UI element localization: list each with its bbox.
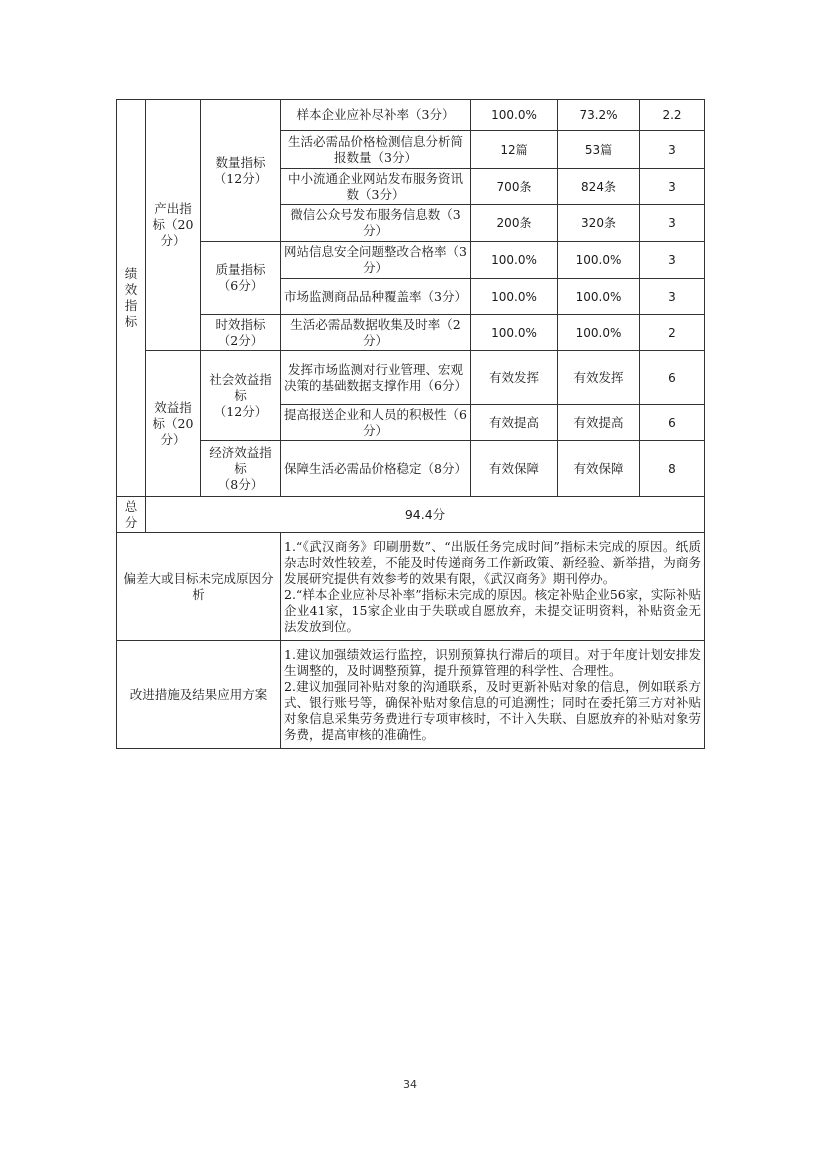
total-value: 94.4分 xyxy=(146,497,705,533)
table-row xyxy=(117,100,705,131)
indicator-name: 样本企业应补尽补率（3分） xyxy=(281,100,471,131)
indicator-name: 发挥市场监测对行业管理、宏观决策的基础数据支撑作用（6分） xyxy=(281,351,471,405)
social-benefit-cell xyxy=(201,351,281,441)
score-value: 2 xyxy=(640,315,705,351)
deviation-row xyxy=(117,533,705,641)
score-value: 3 xyxy=(640,279,705,315)
score-value: 3 xyxy=(640,242,705,279)
table-row xyxy=(117,242,705,279)
actual-value: 100.0% xyxy=(558,279,640,315)
deviation-text xyxy=(281,533,705,641)
score-value: 2.2 xyxy=(640,100,705,131)
improvement-text xyxy=(281,641,705,749)
benefit-indicator-points: （20分） xyxy=(160,415,194,447)
deviation-paragraph: 1.“《武汉商务》印刷册数”、“出版任务完成时间”指标未完成的原因。纸质杂志时效性较差，不能及时传递商务工作新政策、新经验、新举措，为商务发展研究提供有效参考的效果有限，《武汉商务》期刊停办。 xyxy=(284,538,701,586)
group-points: （12分） xyxy=(213,170,268,186)
table-row xyxy=(117,441,705,497)
group-points: （2分） xyxy=(217,332,264,348)
quality-indicator-cell xyxy=(201,242,281,315)
group-points: （6分） xyxy=(217,278,264,293)
target-value: 700条 xyxy=(471,169,558,205)
timeliness-indicator-cell xyxy=(201,315,281,351)
indicator-name: 中小流通企业网站发布服务资讯数（3分） xyxy=(281,169,471,205)
target-value: 200条 xyxy=(471,205,558,242)
benefit-indicator-label: 效益指标 xyxy=(152,399,192,431)
score-value: 3 xyxy=(640,131,705,169)
actual-value: 有效提高 xyxy=(558,405,640,441)
deviation-label: 偏差大或目标未完成原因分析 xyxy=(117,533,281,641)
indicator-name: 网站信息安全问题整改合格率（3分） xyxy=(281,242,471,279)
actual-value: 73.2% xyxy=(558,100,640,131)
target-value: 有效发挥 xyxy=(471,351,558,405)
target-value: 100.0% xyxy=(471,315,558,351)
indicator-name: 微信公众号发布服务信息数（3分） xyxy=(281,205,471,242)
target-value: 有效保障 xyxy=(471,441,558,497)
improvement-paragraph: 1.建议加强绩效运行监控，识别预算执行滞后的项目。对于年度计划安排发生调整的，及时调整预算，提升预算管理的科学性、合理性。 xyxy=(284,646,701,678)
score-value: 6 xyxy=(640,351,705,405)
target-value: 100.0% xyxy=(471,279,558,315)
actual-value: 824条 xyxy=(558,169,640,205)
category-cell: 绩效指标 xyxy=(117,100,146,497)
group-label: 经济效益指标 xyxy=(209,444,272,476)
actual-value: 有效保障 xyxy=(558,441,640,497)
improvement-row xyxy=(117,641,705,749)
output-indicator-label: 产出指标 xyxy=(152,201,192,232)
score-value: 3 xyxy=(640,169,705,205)
score-value: 8 xyxy=(640,441,705,497)
performance-table xyxy=(116,99,705,749)
table-row xyxy=(117,315,705,351)
group-label: 数量指标 xyxy=(215,154,266,170)
improvement-label: 改进措施及结果应用方案 xyxy=(117,641,281,749)
group-points: （12分） xyxy=(213,403,268,419)
economic-benefit-cell xyxy=(201,441,281,497)
total-row xyxy=(117,497,705,533)
actual-value: 100.0% xyxy=(558,242,640,279)
indicator-name: 生活必需品价格检测信息分析简报数量（3分） xyxy=(281,131,471,169)
target-value: 100.0% xyxy=(471,242,558,279)
group-label: 社会效益指标 xyxy=(209,371,272,403)
improvement-paragraph: 2.建议加强同补贴对象的沟通联系，及时更新补贴对象的信息，例如联系方式、银行账号等，确保补贴对象信息的可追溯性；同时在委托第三方对补贴对象信息采集劳务费进行专项审核时，不计入失联、自愿放弃的补贴对象劳务费，提高审核的准确性。 xyxy=(284,678,701,742)
target-value: 100.0% xyxy=(471,100,558,131)
group-label: 时效指标 xyxy=(215,316,266,332)
output-indicator-cell xyxy=(146,100,201,351)
actual-value: 有效发挥 xyxy=(558,351,640,405)
indicator-name: 提高报送企业和人员的积极性（6分） xyxy=(281,405,471,441)
actual-value: 100.0% xyxy=(558,315,640,351)
benefit-indicator-cell xyxy=(146,351,201,497)
page-number: 34 xyxy=(403,1078,417,1091)
group-points: （8分） xyxy=(217,476,264,492)
score-value: 3 xyxy=(640,205,705,242)
indicator-name: 市场监测商品品种覆盖率（3分） xyxy=(281,279,471,315)
group-label: 质量指标 xyxy=(215,262,266,277)
target-value: 12篇 xyxy=(471,131,558,169)
total-label: 总分 xyxy=(117,497,146,533)
output-indicator-points: （20分） xyxy=(160,217,194,248)
target-value: 有效提高 xyxy=(471,405,558,441)
indicator-name: 生活必需品数据收集及时率（2分） xyxy=(281,315,471,351)
actual-value: 320条 xyxy=(558,205,640,242)
actual-value: 53篇 xyxy=(558,131,640,169)
indicator-name: 保障生活必需品价格稳定（8分） xyxy=(281,441,471,497)
deviation-paragraph: 2.“样本企业应补尽补率”指标未完成的原因。核定补贴企业56家，实际补贴企业41家，15家企业由于失联或自愿放弃，未提交证明资料，补贴资金无法发放到位。 xyxy=(284,586,701,634)
score-value: 6 xyxy=(640,405,705,441)
quantity-indicator-cell xyxy=(201,100,281,242)
table-row xyxy=(117,351,705,405)
